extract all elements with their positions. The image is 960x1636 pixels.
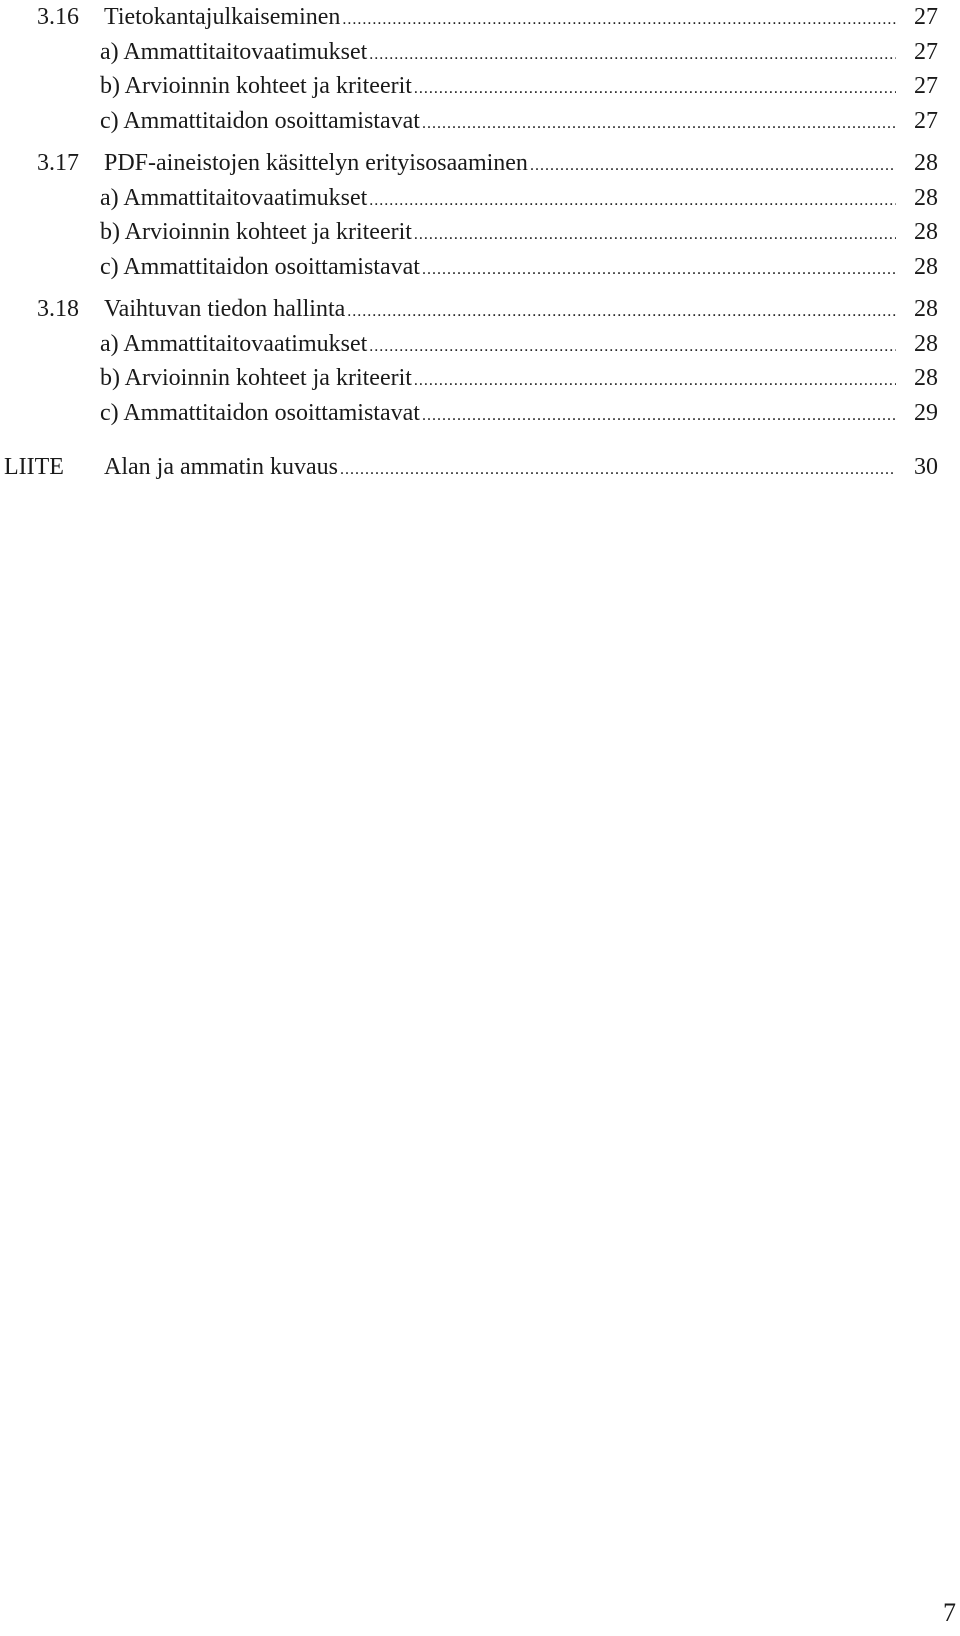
- toc-entry-number: LIITE: [4, 454, 64, 480]
- toc-subentry-page: 27: [914, 107, 938, 134]
- dot-leader: [422, 107, 896, 142]
- toc-subentry[interactable]: [0, 69, 960, 104]
- dot-leader: [422, 253, 896, 288]
- dot-leader: [414, 364, 896, 399]
- toc-subentry-title: c) Ammattitaidon osoittamistavat: [100, 104, 422, 139]
- toc-subentry-text: [100, 69, 896, 107]
- toc-subentry[interactable]: [0, 361, 960, 396]
- toc-subentry-page: 28: [914, 365, 938, 391]
- toc-entry-title: PDF-aineistojen käsittelyn erityisosaaminen: [104, 146, 530, 181]
- toc-subentry-text: [100, 327, 896, 365]
- toc-subentry[interactable]: [0, 35, 960, 70]
- toc-entry-page: 28: [914, 296, 938, 322]
- toc-subentry[interactable]: [0, 250, 960, 285]
- toc-subentry-text: [100, 250, 896, 288]
- toc-subentry-page: 28: [914, 253, 938, 280]
- toc-entry-number: 3.18: [37, 296, 79, 322]
- toc-entry[interactable]: [0, 146, 960, 181]
- dot-leader: [369, 184, 896, 219]
- dot-leader: [414, 72, 896, 107]
- toc-subentry-title: b) Arvioinnin kohteet ja kriteerit: [100, 69, 414, 104]
- toc-entry-number: 3.17: [37, 150, 79, 176]
- toc-subentry[interactable]: [0, 181, 960, 216]
- toc-entry[interactable]: [0, 0, 960, 35]
- toc-subentry-page: 28: [914, 330, 938, 357]
- toc-entry[interactable]: [0, 450, 960, 485]
- toc-entry-title: Tietokantajulkaiseminen: [104, 0, 342, 35]
- toc-entry-page: 28: [914, 150, 938, 176]
- toc-subentry-text: [100, 35, 896, 73]
- dot-leader: [340, 453, 896, 488]
- toc-subentry-text: [100, 361, 896, 399]
- toc-subentry-title: a) Ammattitaitovaatimukset: [100, 181, 369, 216]
- dot-leader: [422, 399, 896, 434]
- toc-subentry-page: 28: [914, 184, 938, 211]
- section-spacer: [0, 430, 960, 450]
- toc-entry-page: 27: [914, 4, 938, 30]
- toc-subentry-text: [100, 396, 896, 434]
- toc-entry-text: [104, 292, 896, 330]
- toc-subentry-title: c) Ammattitaidon osoittamistavat: [100, 396, 422, 431]
- toc-subentry-page: 27: [914, 73, 938, 99]
- dot-leader: [414, 218, 896, 253]
- dot-leader: [347, 295, 896, 330]
- toc-subentry-title: a) Ammattitaitovaatimukset: [100, 35, 369, 70]
- toc-entry-title: Vaihtuvan tiedon hallinta: [104, 292, 347, 327]
- toc-entry[interactable]: [0, 292, 960, 327]
- toc-subentry-title: b) Arvioinnin kohteet ja kriteerit: [100, 361, 414, 396]
- toc-subentry[interactable]: [0, 327, 960, 362]
- toc-subentry-text: [100, 104, 896, 142]
- toc-subentry-page: 29: [914, 399, 938, 426]
- dot-leader: [530, 149, 896, 184]
- toc-entry-page: 30: [914, 454, 938, 480]
- toc-subentry-title: a) Ammattitaitovaatimukset: [100, 327, 369, 362]
- page-number: 7: [943, 1598, 956, 1627]
- toc-subentry-page: 27: [914, 38, 938, 65]
- toc-subentry[interactable]: [0, 104, 960, 139]
- toc-section-3-17: [0, 146, 960, 284]
- toc-subentry-page: 28: [914, 219, 938, 245]
- toc-subentry[interactable]: [0, 396, 960, 431]
- toc-entry-title: Alan ja ammatin kuvaus: [104, 450, 340, 485]
- toc-subentry[interactable]: [0, 215, 960, 250]
- toc-entry-text: [104, 146, 896, 184]
- dot-leader: [369, 330, 896, 365]
- dot-leader: [369, 38, 896, 73]
- toc-subentry-text: [100, 215, 896, 253]
- toc-subentry-title: c) Ammattitaidon osoittamistavat: [100, 250, 422, 285]
- toc-section-3-18: [0, 292, 960, 430]
- toc-entry-number: 3.16: [37, 4, 79, 30]
- toc-subentry-title: b) Arvioinnin kohteet ja kriteerit: [100, 215, 414, 250]
- dot-leader: [342, 3, 896, 38]
- toc-section-3-16: [0, 0, 960, 138]
- toc-entry-text: [104, 0, 896, 38]
- toc-entry-text: [104, 450, 896, 488]
- toc-subentry-text: [100, 181, 896, 219]
- toc-section-liite: [0, 450, 960, 485]
- table-of-contents: [0, 0, 960, 485]
